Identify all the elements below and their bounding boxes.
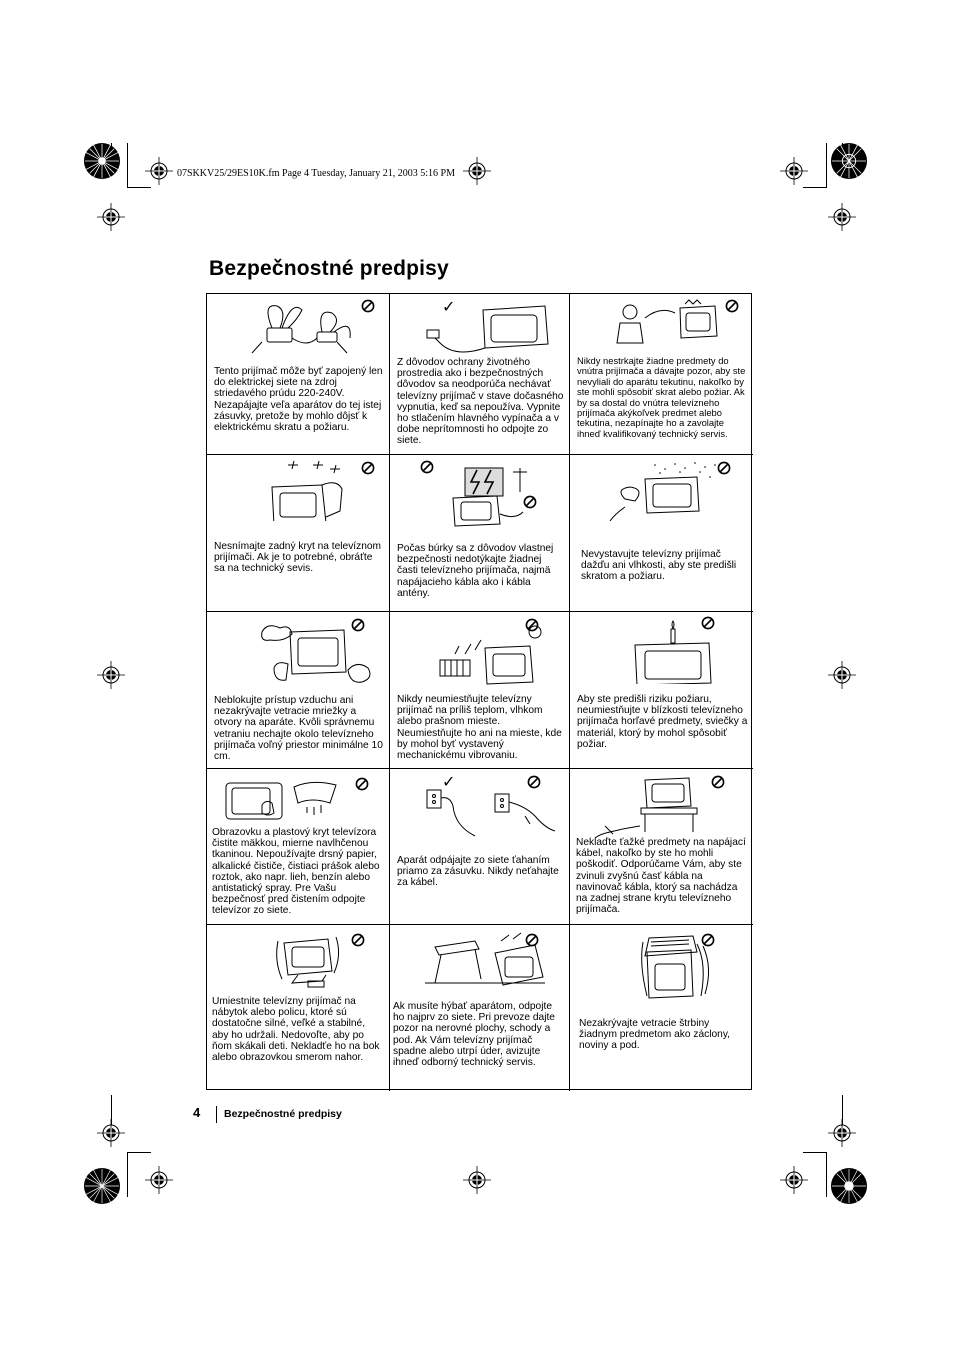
registration-mark-icon (780, 1166, 808, 1194)
color-wheel-icon (83, 142, 121, 180)
overloaded-socket-illustration (222, 298, 372, 360)
registration-mark-icon (780, 157, 808, 185)
safety-cell (390, 769, 570, 925)
safety-cell (390, 925, 570, 1091)
safety-text: Z dôvodov ochrany životného prostredia ako i bezpečnostných dôvodov sa neodporúča nechávať televízny prijímač v stave dočasného vypnutia, keď sa nepoužíva. Vypnite ho stlačením hlavného vypínača a v dobe neprítomnosti ho odpojte zo siete. (397, 357, 564, 447)
safety-text: Umiestnite televízny prijímač na nábytok alebo policu, ktoré sú dostatočne silné, veľké a stabilné, aby ho udržali. Nedovoľte, aby po ňom skákali deti. Nekladťe ho na bok alebo obrazovkou smerom nahor. (212, 996, 380, 1064)
tv-unplugged-illustration (405, 298, 555, 360)
prohibited-icon (355, 777, 369, 791)
unstable-furniture-illustration (222, 929, 372, 995)
safety-cell (207, 925, 390, 1091)
prohibited-icon (525, 618, 539, 632)
color-wheel-icon (830, 1167, 868, 1205)
safety-text: Nikdy nestrkajte žiadne predmety do vnútra prijímača a dávajte pozor, aby ste nevyliali do aparátu tekutinu, nakoľko by ste mohli spôsobiť skrat alebo požiar. Ak by sa dostal do vnútra televízneho prijímača akýkoľvek predmet alebo tekutina, nezapínajte ho a zavolajte ihneď kvalifikovaný technický servis. (577, 355, 746, 439)
prohibited-icon (725, 299, 739, 313)
safety-cell (390, 612, 570, 769)
prohibited-icon (717, 461, 731, 475)
prohibited-icon (701, 616, 715, 630)
allowed-check-icon: ✓ (442, 299, 456, 316)
prohibited-icon (361, 461, 375, 475)
prohibited-icon (361, 299, 375, 313)
safety-text: Počas búrky sa z dôvodov vlastnej bezpečnosti nedotýkajte žiadnej časti televízneho prijímača, najmä napájacieho kábla ako i kábla antény. (397, 543, 554, 599)
footer-section-title: Bezpečnostné predpisy (224, 1108, 342, 1120)
registration-mark-icon (97, 1119, 125, 1147)
color-wheel-icon (830, 142, 868, 180)
prohibited-icon (527, 775, 541, 789)
prohibited-icon (523, 495, 537, 509)
safety-text: Obrazovku a plastový kryt televízora čistite mäkkou, mierne navlhčenou tkaninou. Nepoužívajte drsný papier, alkalické čističe, čistiaci prášok alebo roztok, ako napr. lieh, benzín alebo antistatický spray. Pre Vašu bezpečnosť pred čistením odpojte televízor zo siete. (212, 827, 380, 917)
safety-cell (207, 455, 390, 612)
registration-mark-icon (463, 1166, 491, 1194)
liquid-inside-tv-illustration (585, 298, 735, 360)
color-wheel-icon (83, 1167, 121, 1205)
safety-text: Nezakrývajte vetracie štrbiny žiadnym predmetom ako záclony, noviny a pod. (579, 1018, 730, 1052)
prohibited-icon (351, 618, 365, 632)
cleaning-screen-illustration (212, 773, 362, 835)
registration-mark-icon (145, 1166, 173, 1194)
safety-text: Aby ste predišli riziku požiaru, neumiestňujte v blízkosti televízneho prijímača horľavé predmety, sviečky a materiál, ktorý by mohol spôsobiť požiar. (577, 694, 748, 750)
registration-mark-icon (828, 203, 856, 231)
safety-cell (390, 455, 570, 612)
page-number: 4 (193, 1105, 201, 1120)
prohibited-icon (701, 933, 715, 947)
safety-text: Neblokujte prístup vzduchu ani nezakrývajte vetracie mriežky a otvory na aparáte. Kvôli správnemu vetraniu nechajte okolo televízneho prijímača voľný priestor minimálne 10 cm. (214, 695, 383, 763)
registration-mark-icon (828, 1119, 856, 1147)
safety-text: Nevystavujte televízny prijímač dažďu ani vlhkosti, aby ste predišli skratom a požiaru. (581, 549, 737, 583)
prohibited-icon (351, 933, 365, 947)
safety-cell (570, 294, 753, 455)
back-cover-removal-illustration (222, 459, 372, 521)
safety-text: Aparát odpájajte zo siete ťahaním priamo za zásuvku. Nikdy neťahajte za kábel. (397, 855, 559, 889)
safety-cell (207, 294, 390, 455)
footer-divider (216, 1106, 217, 1123)
safety-text: Nesnímajte zadný kryt na televíznom prijímači. Ak je to potrebné, obráťte sa na technický sevis. (214, 541, 382, 575)
safety-cell (570, 925, 753, 1091)
prohibited-icon (525, 933, 539, 947)
safety-text: Tento prijímač môže byť zapojený len do elektrickej siete na zdroj striedavého prúdu 220-240V. Nezapájajte veľa aparátov do tej istej zásuvky, pretože by mohlo dôjsť k elektrickému skratu a požiaru. (214, 366, 383, 434)
print-header: 07SKKV25/29ES10K.fm Page 4 Tuesday, January 21, 2003 5:16 PM (177, 168, 455, 179)
prohibited-icon (711, 775, 725, 789)
safety-cell (570, 455, 753, 612)
prohibited-icon (420, 460, 434, 474)
safety-cell (207, 769, 390, 925)
safety-cell (570, 769, 753, 925)
safety-cell (390, 294, 570, 455)
registration-mark-icon (145, 157, 173, 185)
registration-mark-icon (463, 157, 491, 185)
rain-humidity-illustration (585, 459, 735, 521)
safety-text: Neklaďte ťažké predmety na napájací kábel, nakoľko by ste ho mohli poškodiť. Odporúčame Vám, aby ste zvinuli zvyšnú časť kábla na navinovač kábla, ktorý sa nachádza na zadnej strane krytu televízneho prijímača. (576, 837, 746, 916)
registration-mark-icon (828, 661, 856, 689)
page-title: Bezpečnostné predpisy (209, 257, 449, 280)
blocked-ventilation-illustration (222, 616, 372, 686)
registration-mark-icon (97, 661, 125, 689)
safety-cell (207, 612, 390, 769)
safety-text: Ak musíte hýbať aparátom, odpojte ho najprv zo siete. Pri prevoze dajte pozor na nerovné plochy, schody a pod. Ak Vám televízny prijímač spadne alebo utrpí úder, avizujte ihneď odborný technický servis. (393, 1001, 555, 1069)
safety-text: Nikdy neumiestňujte televízny prijímač na príliš teplom, vlhkom alebo prašnom mieste. Neumiestňujte ho ani na mieste, kde by mohol byť vystavený mechanickému vibrovaniu. (397, 694, 562, 762)
safety-cell (570, 612, 753, 769)
registration-mark-icon (97, 203, 125, 231)
allowed-check-icon: ✓ (442, 774, 456, 791)
safety-instructions-table (206, 293, 752, 1090)
